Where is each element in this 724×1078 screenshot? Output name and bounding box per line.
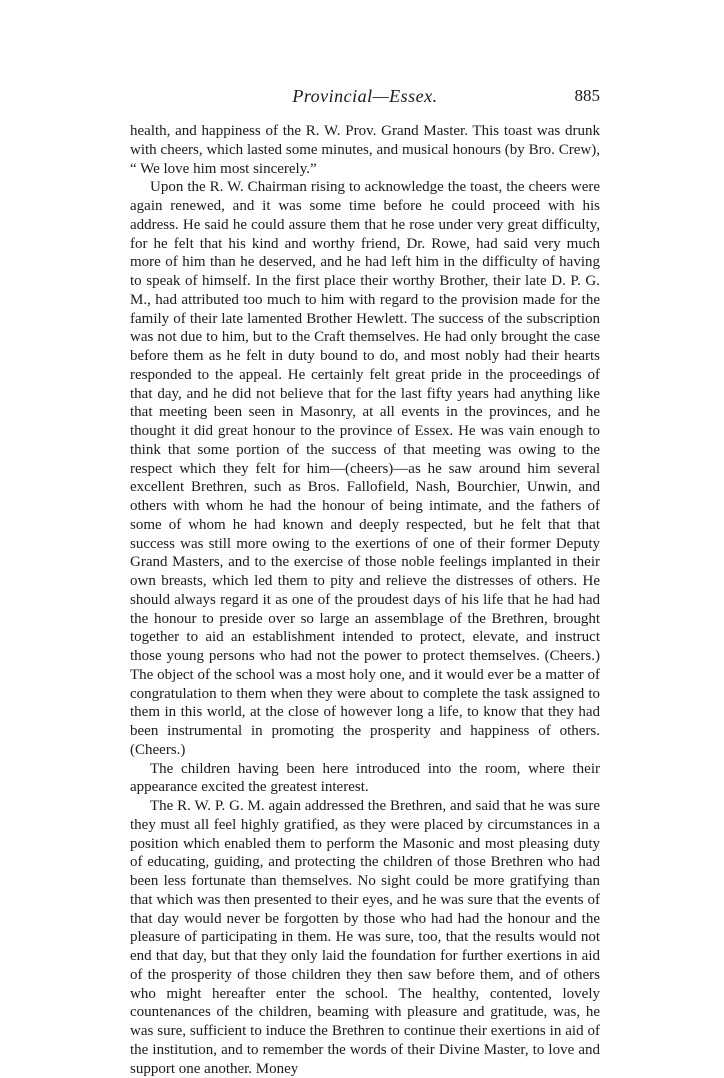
page-number: 885 bbox=[574, 86, 600, 105]
paragraph-1: health, and happiness of the R. W. Prov. Grand Master. This toast was drunk with cheers, which lasted some minutes, and musical honours (by Bro. Crew), “ We love him most sincerely.” bbox=[130, 123, 600, 177]
paragraph-2: Upon the R. W. Chairman rising to acknowledge the toast, the cheers were again renewed, and it was some time before he could proceed with his address. He said he could assure them that he rose under very great difficulty, for he felt that his kind and worthy friend, Dr. Rowe, had said very much more of him than he deserved, and he had left him in the difficulty of having to speak of himself. In the first place their worthy Brother, their late D. P. G. M., had attributed too much to him with regard to the provision made for the family of their late lamented Brother Hewlett. The success of the subscription was not due to him, but to the Craft themselves. He had only brought the case before them as he felt in duty bound to do, and most nobly had their hearts responded to the appeal. He certainly felt great pride in the proceedings of that day, and he did not believe that for the last fifty years had anything like that meeting been seen in Masonry, at all events in the provinces, and he thought it did great honour to the province of Essex. He was vain enough to think that some portion of the success of that meeting was owing to the respect which they felt for him—(cheers)—as he saw around him several excellent Brethren, such as Bros. Fallofield, Nash, Bourchier, Unwin, and others with whom he had the honour of being intimate, and the fathers of some of whom he had known and deeply respected, but he felt that that success was still more owing to the exertions of one of their former Deputy Grand Masters, and to the exercise of those noble feelings implanted in their own breasts, which led them to pity and relieve the distresses of others. He should always regard it as one of the proudest days of his life that he had had the honour to preside over so large an assemblage of the Brethren, brought together to aid an establishment intended to protect, elevate, and instruct those young persons who had not the power to protect themselves. (Cheers.) The object of the school was a most holy one, and it would ever be a matter of congratulation to them when they were about to complete the task assigned to them in this world, at the close of however long a life, to know that they had been instrumental in promoting the prosperity and happiness of others. (Cheers.) bbox=[130, 179, 600, 758]
running-head bbox=[130, 86, 600, 108]
body-text bbox=[130, 122, 600, 1078]
running-title: Provincial—Essex. bbox=[292, 86, 438, 106]
paragraph-4: The R. W. P. G. M. again addressed the Brethren, and said that he was sure they must all feel highly gratified, as they were placed by circumstances in a position which enabled them to perform the Masonic and most pleasing duty of educating, guiding, and protecting the children of those Brethren who had been less fortunate than themselves. No sight could be more gratifying than that which was then presented to their eyes, and he was sure that the events of that day would never be forgotten by those who had had the honour and the pleasure of participating in them. He was sure, too, that the results would not end that day, but that they only laid the foundation for further exertions in aid of the prosperity of those children they then saw before them, and of others who might hereafter enter the school. The healthy, contented, lovely countenances of the children, beaming with pleasure and gratitude, was, he was sure, sufficient to induce the Brethren to continue their exertions in aid of the institution, and to remember the words of their Divine Master, to love and support one another. Money bbox=[130, 798, 600, 1077]
paragraph-3: The children having been here introduced into the room, where their appearance excited the greatest interest. bbox=[130, 760, 600, 796]
